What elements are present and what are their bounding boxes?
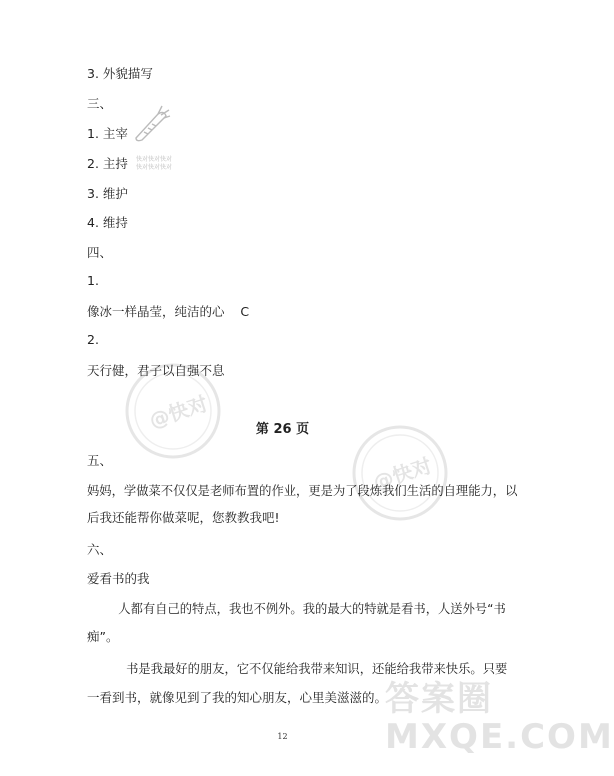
paragraph-line: 痴”。 — [87, 629, 119, 644]
page-title: 第 26 页 — [255, 422, 310, 437]
paragraph-line: 一看到书，就像见到了我的知心朋友，心里美滋滋的。 — [87, 690, 388, 705]
page-number: 12 — [277, 732, 288, 741]
paragraph-line: 后我还能帮你做菜呢，您教教我吧! — [87, 510, 280, 525]
section-heading-3: 三、 — [87, 96, 113, 111]
essay-title: 爱看书的我 — [87, 571, 150, 586]
section-heading-5: 五、 — [87, 453, 113, 468]
corner-brand-watermark: 答案圈 MXQE.COM — [385, 679, 614, 757]
answer-line: 像冰一样晶莹，纯洁的心 C — [87, 304, 250, 319]
answer-line: 4. 维持 — [87, 215, 128, 230]
answer-line: 3. 外貌描写 — [87, 66, 153, 81]
stamp-watermark-text: 快对快对快对 快对快对快对 — [136, 156, 173, 171]
answer-line: 1. 主宰 — [87, 126, 128, 141]
answer-line: 2. — [87, 332, 99, 347]
answer-line: 1. — [87, 273, 99, 288]
answer-line: 3. 维护 — [87, 186, 128, 201]
answer-line: 天行健，君子以自强不息 — [87, 363, 225, 378]
paragraph-line: 书是我最好的朋友，它不仅能给我带来知识，还能给我带来快乐。只要 — [87, 662, 508, 676]
section-heading-4: 四、 — [87, 245, 113, 260]
section-heading-6: 六、 — [87, 542, 113, 557]
round-logo-text-1: @快对 — [146, 391, 211, 433]
carrot-logo-watermark — [128, 102, 172, 146]
answer-line: 2. 主持 — [87, 156, 128, 171]
round-logo-text-2: @快对 — [370, 453, 435, 495]
paragraph-line: 妈妈，学做菜不仅仅是老师布置的作业，更是为了段炼我们生活的自理能力，以 — [87, 484, 518, 498]
paragraph-line: 人都有自己的特点，我也不例外。我的最大的特就是看书，人送外号“书 — [87, 602, 506, 616]
